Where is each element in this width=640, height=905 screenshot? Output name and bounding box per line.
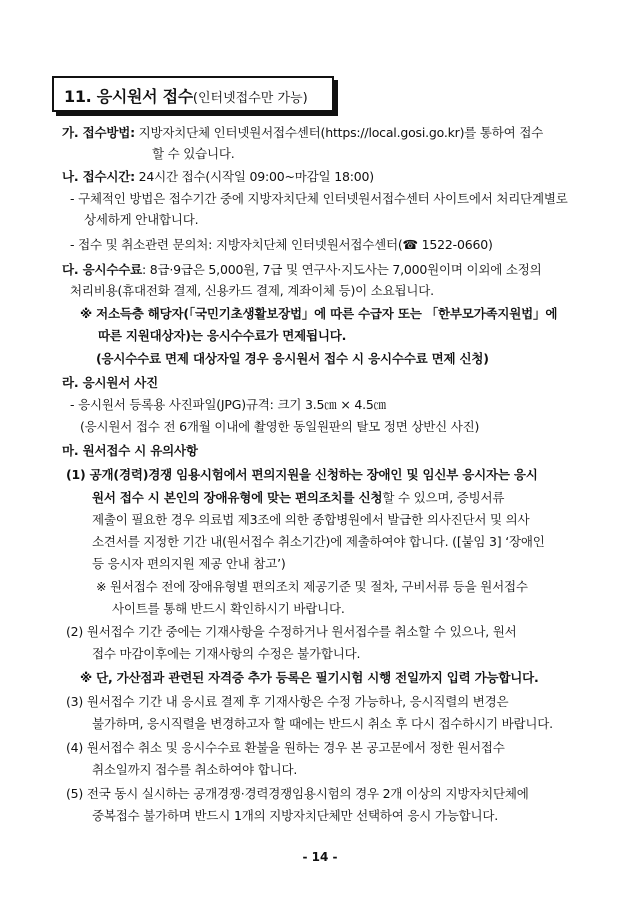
- fee-exemption-note: ※ 저소득층 해당자(「국민기초생활보장법」에 따른 수급자 또는 「한부모가족지원법」에: [80, 306, 558, 321]
- section-title-box: [52, 76, 334, 112]
- note-1-line2-rest: 할 수 있으며, 증빙서류: [382, 490, 505, 505]
- note-3-line2: 불가하며, 응시직렬을 변경하고자 할 때에는 반드시 취소 후 다시 접수하시기 바랍니다.: [92, 716, 553, 731]
- note-3-line1: (3) 원서접수 기간 내 응시료 결제 후 기재사항은 수정 가능하나, 응시직렬의 변경은: [66, 694, 509, 709]
- note-1-line2-bold: 원서 접수 시 본인의 장애유형에 맞는 편의조치를 신청: [92, 490, 383, 505]
- item-ga-label: 가. 접수방법:: [62, 125, 135, 140]
- item-na-label: 나. 접수시간:: [62, 169, 135, 184]
- item-da: [62, 261, 542, 279]
- note-1-line3: 제출이 필요한 경우 의료법 제3조에 의한 종합병원에서 발급한 의사진단서 및 의사: [92, 512, 530, 527]
- note-2-line1: (2) 원서접수 기간 중에는 기재사항을 수정하거나 원서접수를 취소할 수 있으나, 원서: [66, 624, 517, 639]
- section-title: 11. 응시원서 접수: [64, 87, 193, 106]
- item-da-text: : 8급·9급은 5,000원, 7급 및 연구사·지도사는 7,000원이며 이외에 소정의: [141, 262, 542, 277]
- item-ra-label: 라. 응시원서 사진: [62, 375, 158, 390]
- note-1-line5: 등 응시자 편의지원 제공 안내 참고’): [92, 556, 286, 571]
- section-subtitle: (인터넷접수만 가능): [192, 91, 308, 106]
- note-2-remark: ※ 단, 가산점과 관련된 자격증 추가 등록은 필기시험 시행 전일까지 입력 가능합니다.: [80, 670, 539, 685]
- item-ga-text: 지방자치단체 인터넷원서접수센터(https://local.gosi.go.kr)를 통하여 접수: [138, 125, 544, 140]
- item-ga: [62, 124, 543, 142]
- note-1-line1: (1) 공개(경력)경쟁 임용시험에서 편의지원을 신청하는 장애인 및 임신부 응시자는 응시: [66, 467, 538, 482]
- note-1-remark-cont: 사이트를 통해 반드시 확인하시기 바랍니다.: [112, 601, 345, 616]
- item-da-label: 다. 응시수수료: [62, 262, 142, 277]
- item-na-bullet1-cont: 상세하게 안내합니다.: [84, 212, 199, 227]
- photo-spec: - 응시원서 등록용 사진파일(JPG)규격: 크기 3.5㎝ × 4.5㎝: [70, 397, 386, 412]
- item-na: [62, 168, 374, 186]
- note-1-remark: ※ 원서접수 전에 장애유형별 편의조치 제공기준 및 절차, 구비서류 등을 원서접수: [96, 579, 528, 594]
- note-4-line1: (4) 원서접수 취소 및 응시수수료 환불을 원하는 경우 본 공고문에서 정한 원서접수: [66, 740, 505, 755]
- note-1-line4: 소견서를 지정한 기간 내(원서접수 취소기간)에 제출하여야 합니다. ([붙임 3] ‘장애인: [92, 534, 545, 549]
- item-da-line2: 처리비용(휴대전화 결제, 신용카드 결제, 계좌이체 등)이 소요됩니다.: [70, 283, 434, 298]
- photo-spec-detail: (응시원서 접수 전 6개월 이내에 촬영한 동일원판의 탈모 정면 상반신 사진): [80, 419, 480, 434]
- item-na-bullet1: - 구체적인 방법은 접수기간 중에 지방자치단체 인터넷원서접수센터 사이트에서 처리단계별로: [70, 191, 568, 206]
- item-ma-label: 마. 원서접수 시 유의사항: [62, 443, 198, 458]
- note-5-line1: (5) 전국 동시 실시하는 공개경쟁·경력경쟁임용시험의 경우 2개 이상의 지방자치단체에: [66, 786, 529, 801]
- item-ga-line2: 할 수 있습니다.: [152, 146, 235, 161]
- fee-exemption-request: (응시수수료 면제 대상자일 경우 응시원서 접수 시 응시수수료 면제 신청): [96, 351, 489, 366]
- fee-exemption-note-cont: 따른 지원대상자)는 응시수수료가 면제됩니다.: [98, 328, 347, 343]
- note-4-line2: 취소일까지 접수를 취소하여야 합니다.: [92, 762, 298, 777]
- note-5-line2: 중복접수 불가하며 반드시 1개의 지방자치단체만 선택하여 응시 가능합니다.: [92, 808, 499, 823]
- page-number: - 14 -: [302, 850, 338, 864]
- item-na-text: 24시간 접수(시작일 09:00~마감일 18:00): [138, 169, 374, 184]
- item-na-bullet2: - 접수 및 취소관련 문의처: 지방자치단체 인터넷원서접수센터(☎ 1522-0660): [70, 237, 493, 252]
- note-1-line2: [92, 489, 504, 507]
- note-2-line2: 접수 마감이후에는 기재사항의 수정은 불가합니다.: [92, 646, 361, 661]
